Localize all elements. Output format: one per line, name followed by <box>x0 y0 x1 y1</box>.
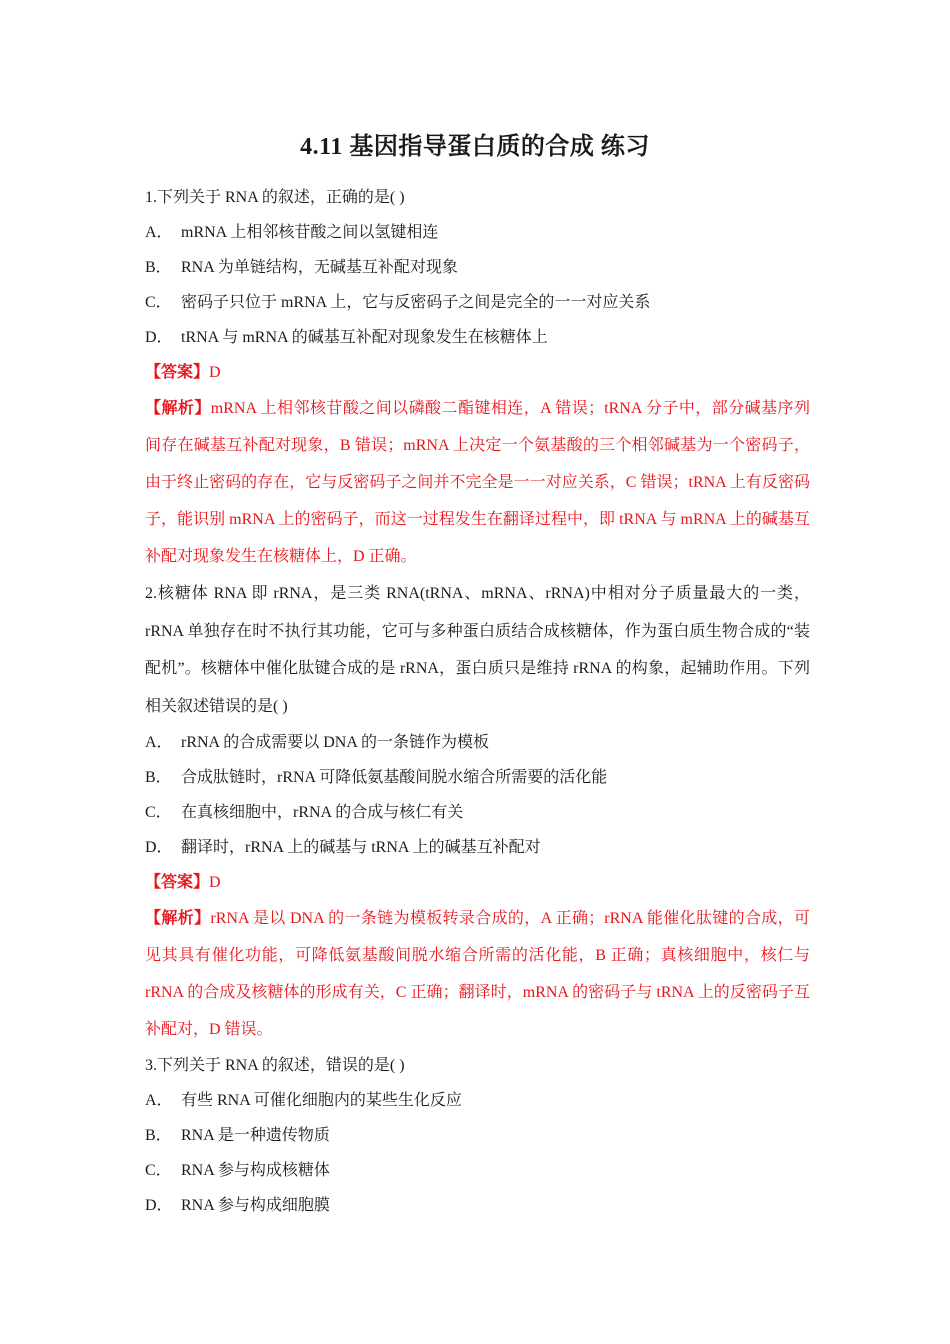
question-3-option-d <box>145 1188 810 1223</box>
option-text: 翻译时，rRNA 上的碱基与 tRNA 上的碱基互补配对 <box>181 839 541 856</box>
option-text: tRNA 与 mRNA 的碱基互补配对现象发生在核糖体上 <box>181 329 548 346</box>
question-3-option-a <box>145 1083 810 1118</box>
option-text: 密码子只位于 mRNA 上，它与反密码子之间是完全的一一对应关系 <box>181 294 651 311</box>
question-1-option-d <box>145 320 810 355</box>
option-text: RNA 参与构成细胞膜 <box>181 1197 330 1214</box>
question-2-option-c <box>145 795 810 830</box>
option-letter: A． <box>145 224 173 241</box>
question-1-option-b <box>145 250 810 285</box>
option-letter: B． <box>145 259 172 276</box>
question-2-option-b <box>145 760 810 795</box>
option-text: mRNA 上相邻核苷酸之间以氢键相连 <box>181 224 439 241</box>
question-2-analysis <box>145 900 810 1048</box>
answer-label: 【答案】 <box>145 874 210 891</box>
option-letter: D． <box>145 1197 173 1214</box>
option-letter: C． <box>145 1162 172 1179</box>
option-text: RNA 是一种遗传物质 <box>181 1127 330 1144</box>
option-letter: C． <box>145 804 172 821</box>
question-2-option-d <box>145 830 810 865</box>
question-2-option-a <box>145 725 810 760</box>
answer-label: 【答案】 <box>145 364 210 381</box>
question-1-option-c <box>145 285 810 320</box>
option-letter: D． <box>145 839 173 856</box>
option-text: 在真核细胞中，rRNA 的合成与核仁有关 <box>181 804 464 821</box>
question-1-analysis <box>145 390 810 575</box>
analysis-label: 【解析】 <box>145 910 211 927</box>
question-1-answer <box>145 355 810 390</box>
option-text: rRNA 的合成需要以 DNA 的一条链作为模板 <box>181 734 490 751</box>
question-3-option-b <box>145 1118 810 1153</box>
question-1-stem: 1.下列关于 RNA 的叙述，正确的是( ) <box>145 189 405 206</box>
option-letter: A． <box>145 734 173 751</box>
question-3-stem: 3.下列关于 RNA 的叙述，错误的是( ) <box>145 1057 405 1074</box>
analysis-text: rRNA 是以 DNA 的一条链为模板转录合成的，A 正确；rRNA 能催化肽键的合成，可见其具有催化功能，可降低氨基酸间脱水缩合所需的活化能，B 正确；真核细胞中，核仁与 rRNA 的合成及核糖体的形成有关，C 正确；翻译时，mRNA 的密码子与 tRNA 上的反密码子互补配对，D 错误。 <box>145 910 810 1038</box>
option-letter: C． <box>145 294 172 311</box>
option-text: 有些 RNA 可催化细胞内的某些生化反应 <box>181 1092 462 1109</box>
option-letter: B． <box>145 769 172 786</box>
question-2-stem: 2.核糖体 RNA 即 rRNA，是三类 RNA(tRNA、mRNA、rRNA)中相对分子质量最大的一类，rRNA 单独存在时不执行其功能，它可与多种蛋白质结合成核糖体，作为蛋白质生物合成的“装配机”。核糖体中催化肽键合成的是 rRNA，蛋白质只是维持 rRNA 的构象，起辅助作用。下列相关叙述错误的是( ) <box>145 585 810 715</box>
analysis-label: 【解析】 <box>145 400 211 417</box>
answer-value: D <box>209 364 221 381</box>
document-body <box>145 180 810 1223</box>
option-letter: D． <box>145 329 173 346</box>
analysis-text: mRNA 上相邻核苷酸之间以磷酸二酯键相连，A 错误；tRNA 分子中，部分碱基序列间存在碱基互补配对现象，B 错误；mRNA 上决定一个氨基酸的三个相邻碱基为一个密码子，由于终止密码的存在，它与反密码子之间并不完全是一一对应关系，C 错误；tRNA 上有反密码子，能识别 mRNA 上的密码子，而这一过程发生在翻译过程中，即 tRNA 与 mRNA 上的碱基互补配对现象发生在核糖体上，D 正确。 <box>145 400 810 565</box>
option-text: RNA 为单链结构，无碱基互补配对现象 <box>181 259 458 276</box>
option-text: 合成肽链时，rRNA 可降低氨基酸间脱水缩合所需要的活化能 <box>181 769 608 786</box>
question-2-answer <box>145 865 810 900</box>
question-3-option-c <box>145 1153 810 1188</box>
option-text: RNA 参与构成核糖体 <box>181 1162 330 1179</box>
question-1-option-a <box>145 215 810 250</box>
document-title: 4.11 基因指导蛋白质的合成 练习 <box>300 134 650 160</box>
option-letter: B． <box>145 1127 172 1144</box>
option-letter: A． <box>145 1092 173 1109</box>
answer-value: D <box>209 874 221 891</box>
